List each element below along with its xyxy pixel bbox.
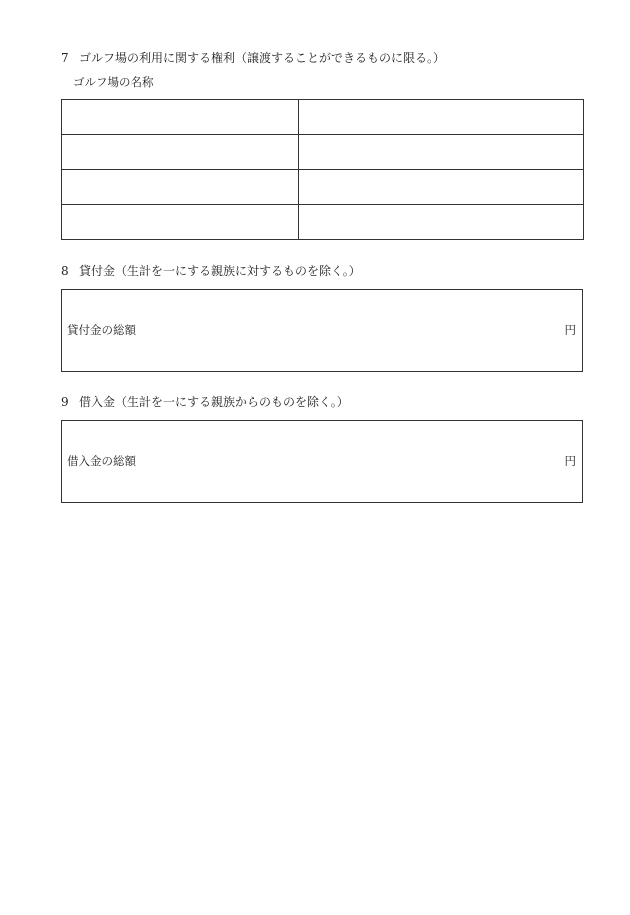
table-row xyxy=(62,135,584,170)
loan-section-number: 8 xyxy=(61,264,69,278)
golf-value-cell[interactable] xyxy=(299,100,584,135)
borrowing-section-number: 9 xyxy=(61,395,69,409)
golf-value-cell[interactable] xyxy=(299,170,584,205)
table-row xyxy=(62,205,584,240)
loan-total-box[interactable] xyxy=(61,289,583,372)
borrowing-section-title: 借入金（生計を一にする親族からのものを除く。） xyxy=(79,395,349,409)
golf-name-cell[interactable] xyxy=(62,170,299,205)
golf-course-name-label: ゴルフ場の名称 xyxy=(73,75,154,89)
borrowing-total-box[interactable] xyxy=(61,420,583,503)
borrowing-section-heading xyxy=(61,395,349,409)
golf-section-heading xyxy=(61,51,445,65)
golf-value-cell[interactable] xyxy=(299,205,584,240)
golf-name-cell[interactable] xyxy=(62,205,299,240)
loan-section-heading xyxy=(61,264,361,278)
golf-rights-table xyxy=(61,99,584,240)
table-row xyxy=(62,170,584,205)
golf-name-cell[interactable] xyxy=(62,135,299,170)
golf-value-cell[interactable] xyxy=(299,135,584,170)
loan-total-label: 貸付金の総額 xyxy=(67,323,136,337)
golf-section-title: ゴルフ場の利用に関する権利（譲渡することができるものに限る。） xyxy=(79,51,446,65)
borrowing-total-label: 借入金の総額 xyxy=(67,454,136,468)
loan-section-title: 貸付金（生計を一にする親族に対するものを除く。） xyxy=(79,264,361,278)
golf-section-number: 7 xyxy=(61,51,69,65)
borrowing-total-unit: 円 xyxy=(564,454,576,468)
table-row xyxy=(62,100,584,135)
loan-total-unit: 円 xyxy=(564,323,576,337)
golf-name-cell[interactable] xyxy=(62,100,299,135)
